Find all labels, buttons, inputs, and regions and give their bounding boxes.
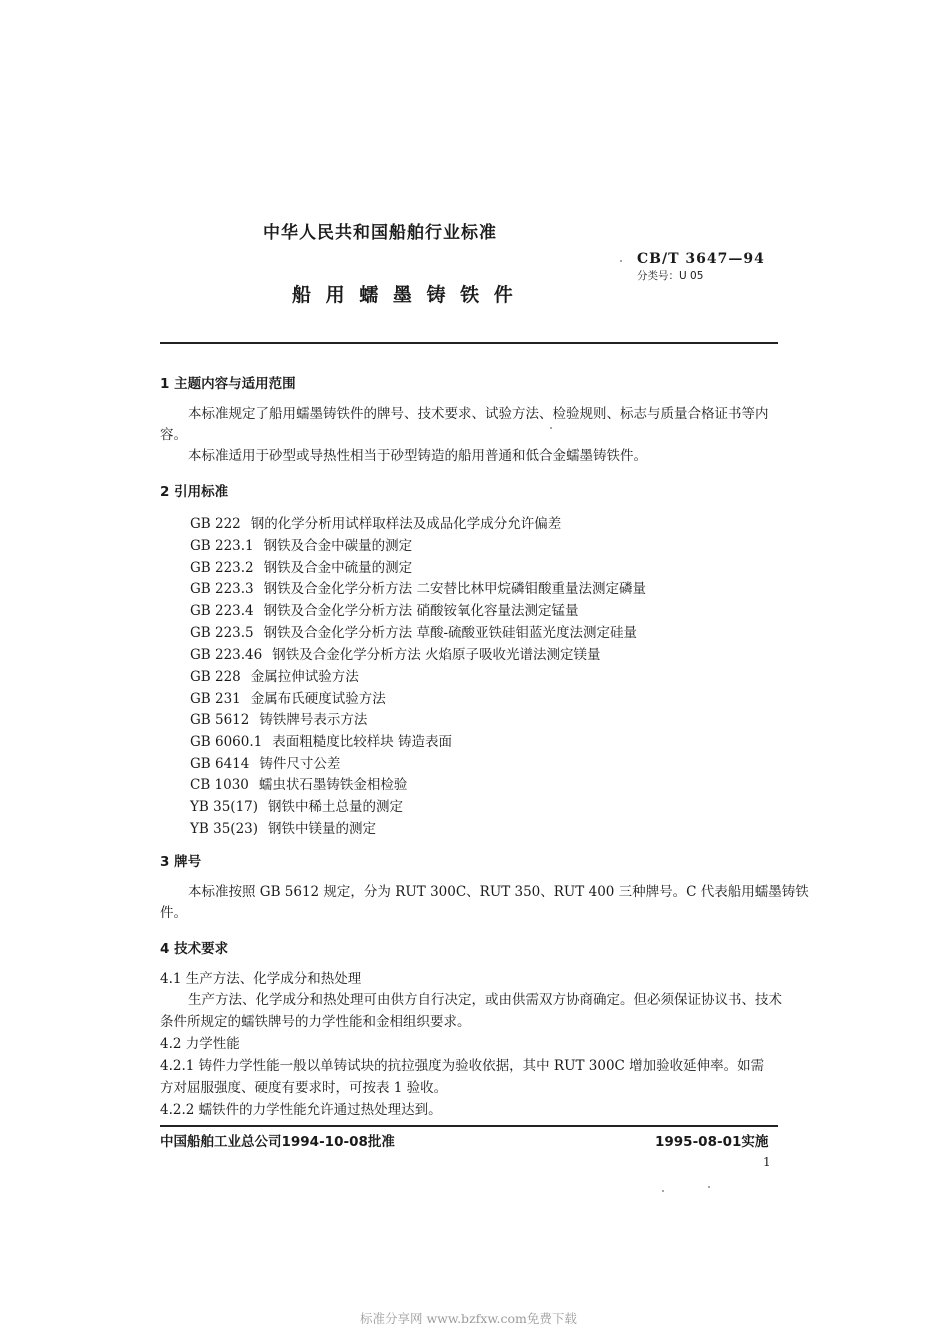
section-4-1-line2: 条件所规定的蠕铁牌号的力学性能和金相组织要求。 bbox=[160, 1014, 471, 1030]
ref-code: GB 223.46 bbox=[190, 647, 263, 663]
document-title: 船 用 蠕 墨 铸 铁 件 bbox=[292, 284, 517, 306]
ref-title: 钢铁及合金化学分析方法 草酸-硫酸亚铁硅钼蓝光度法测定硅量 bbox=[263, 625, 638, 641]
ref-code: GB 222 bbox=[190, 516, 241, 532]
section-4-1-line1: 生产方法、化学成分和热处理可由供方自行决定，或由供需双方协商确定。但必须保证协议书、技术 bbox=[188, 992, 782, 1008]
section-3-para-line2: 件。 bbox=[160, 905, 187, 921]
section-1-para2: 本标准适用于砂型或导热性相当于砂型铸造的船用普通和低合金蠕墨铸铁件。 bbox=[188, 448, 647, 464]
section-1-heading: 1 主题内容与适用范围 bbox=[160, 376, 296, 392]
ref-item bbox=[190, 708, 367, 728]
org-title: 中华人民共和国船舶行业标准 bbox=[263, 223, 497, 243]
ref-item bbox=[190, 556, 412, 576]
ref-title: 铸铁牌号表示方法 bbox=[259, 712, 368, 728]
ref-code: GB 223.4 bbox=[190, 603, 254, 619]
ref-title: 蠕虫状石墨铸铁金相检验 bbox=[258, 777, 408, 793]
section-2-heading: 2 引用标准 bbox=[160, 484, 229, 500]
ref-code: GB 6414 bbox=[190, 756, 250, 772]
section-3-heading: 3 牌号 bbox=[160, 854, 202, 870]
ref-item bbox=[190, 795, 403, 815]
ref-item bbox=[190, 534, 412, 554]
ref-code: GB 6060.1 bbox=[190, 734, 263, 750]
ref-code: GB 5612 bbox=[190, 712, 250, 728]
ref-item bbox=[190, 730, 452, 750]
ref-title: 金属拉伸试验方法 bbox=[250, 669, 359, 685]
ref-title: 钢的化学分析用试样取样法及成品化学成分允许偏差 bbox=[250, 516, 562, 532]
footer-divider bbox=[160, 1125, 778, 1127]
section-4-2-1-line2: 方对屈服强度、硬度有要求时，可按表 1 验收。 bbox=[160, 1080, 448, 1096]
ref-item bbox=[190, 577, 646, 597]
section-1-para1-line2: 容。 bbox=[160, 427, 187, 443]
effective-date: 1995-08-01实施 bbox=[655, 1134, 769, 1150]
section-4-2-2-line: 4.2.2 蠕铁件的力学性能允许通过热处理达到。 bbox=[160, 1102, 442, 1118]
ref-code: GB 228 bbox=[190, 669, 241, 685]
ref-item bbox=[190, 665, 359, 685]
section-4-heading: 4 技术要求 bbox=[160, 941, 229, 957]
approval-text: 中国船舶工业总公司1994-10-08批准 bbox=[160, 1134, 395, 1150]
section-3-para-line1: 本标准按照 GB 5612 规定，分为 RUT 300C、RUT 350、RUT 400 三种牌号。C 代表船用蠕墨铸铁 bbox=[188, 884, 809, 900]
ref-code: YB 35(17) bbox=[190, 799, 259, 815]
section-1-para1-line1: 本标准规定了船用蠕墨铸铁件的牌号、技术要求、试验方法、检验规则、标志与质量合格证书等内 bbox=[188, 406, 769, 422]
classification: 分类号：U 05 bbox=[637, 270, 704, 282]
ref-title: 钢铁及合金化学分析方法 硝酸铵氧化容量法测定锰量 bbox=[263, 603, 579, 619]
scan-speck bbox=[620, 260, 622, 262]
page-number: 1 bbox=[763, 1155, 771, 1169]
ref-title: 金属布氏硬度试验方法 bbox=[250, 691, 386, 707]
watermark: 标准分享网 www.bzfxw.com免费下载 bbox=[360, 1311, 577, 1326]
std-number: CB/T 3647—94 bbox=[637, 251, 765, 267]
ref-code: YB 35(23) bbox=[190, 821, 259, 837]
ref-item bbox=[190, 817, 376, 837]
ref-title: 钢铁中镁量的测定 bbox=[268, 821, 377, 837]
ref-title: 钢铁及合金中碳量的测定 bbox=[263, 538, 413, 554]
ref-code: GB 223.3 bbox=[190, 581, 254, 597]
ref-item bbox=[190, 512, 561, 532]
ref-item bbox=[190, 773, 407, 793]
ref-title: 铸件尺寸公差 bbox=[259, 756, 341, 772]
ref-code: GB 231 bbox=[190, 691, 241, 707]
scan-speck bbox=[550, 427, 552, 429]
ref-item bbox=[190, 752, 340, 772]
ref-code: GB 223.5 bbox=[190, 625, 254, 641]
scan-speck bbox=[662, 1190, 664, 1192]
section-4-2-1-line1: 4.2.1 铸件力学性能一般以单铸试块的抗拉强度为验收依据，其中 RUT 300C 增加验收延伸率。如需 bbox=[160, 1058, 765, 1074]
ref-title: 钢铁及合金化学分析方法 二安替比林甲烷磷钼酸重量法测定磷量 bbox=[263, 581, 646, 597]
header-divider bbox=[160, 342, 778, 344]
ref-item bbox=[190, 643, 601, 663]
ref-title: 钢铁及合金化学分析方法 火焰原子吸收光谱法测定镁量 bbox=[272, 647, 601, 663]
section-4-2-heading: 4.2 力学性能 bbox=[160, 1036, 240, 1052]
ref-code: CB 1030 bbox=[190, 777, 249, 793]
ref-title: 钢铁中稀土总量的测定 bbox=[268, 799, 404, 815]
ref-code: GB 223.2 bbox=[190, 560, 254, 576]
scan-speck bbox=[708, 1186, 710, 1188]
ref-code: GB 223.1 bbox=[190, 538, 254, 554]
ref-title: 钢铁及合金中硫量的测定 bbox=[263, 560, 413, 576]
ref-title: 表面粗糙度比较样块 铸造表面 bbox=[272, 734, 453, 750]
ref-item bbox=[190, 599, 578, 619]
ref-item bbox=[190, 687, 386, 707]
ref-item bbox=[190, 621, 637, 641]
section-4-1-heading: 4.1 生产方法、化学成分和热处理 bbox=[160, 971, 362, 987]
